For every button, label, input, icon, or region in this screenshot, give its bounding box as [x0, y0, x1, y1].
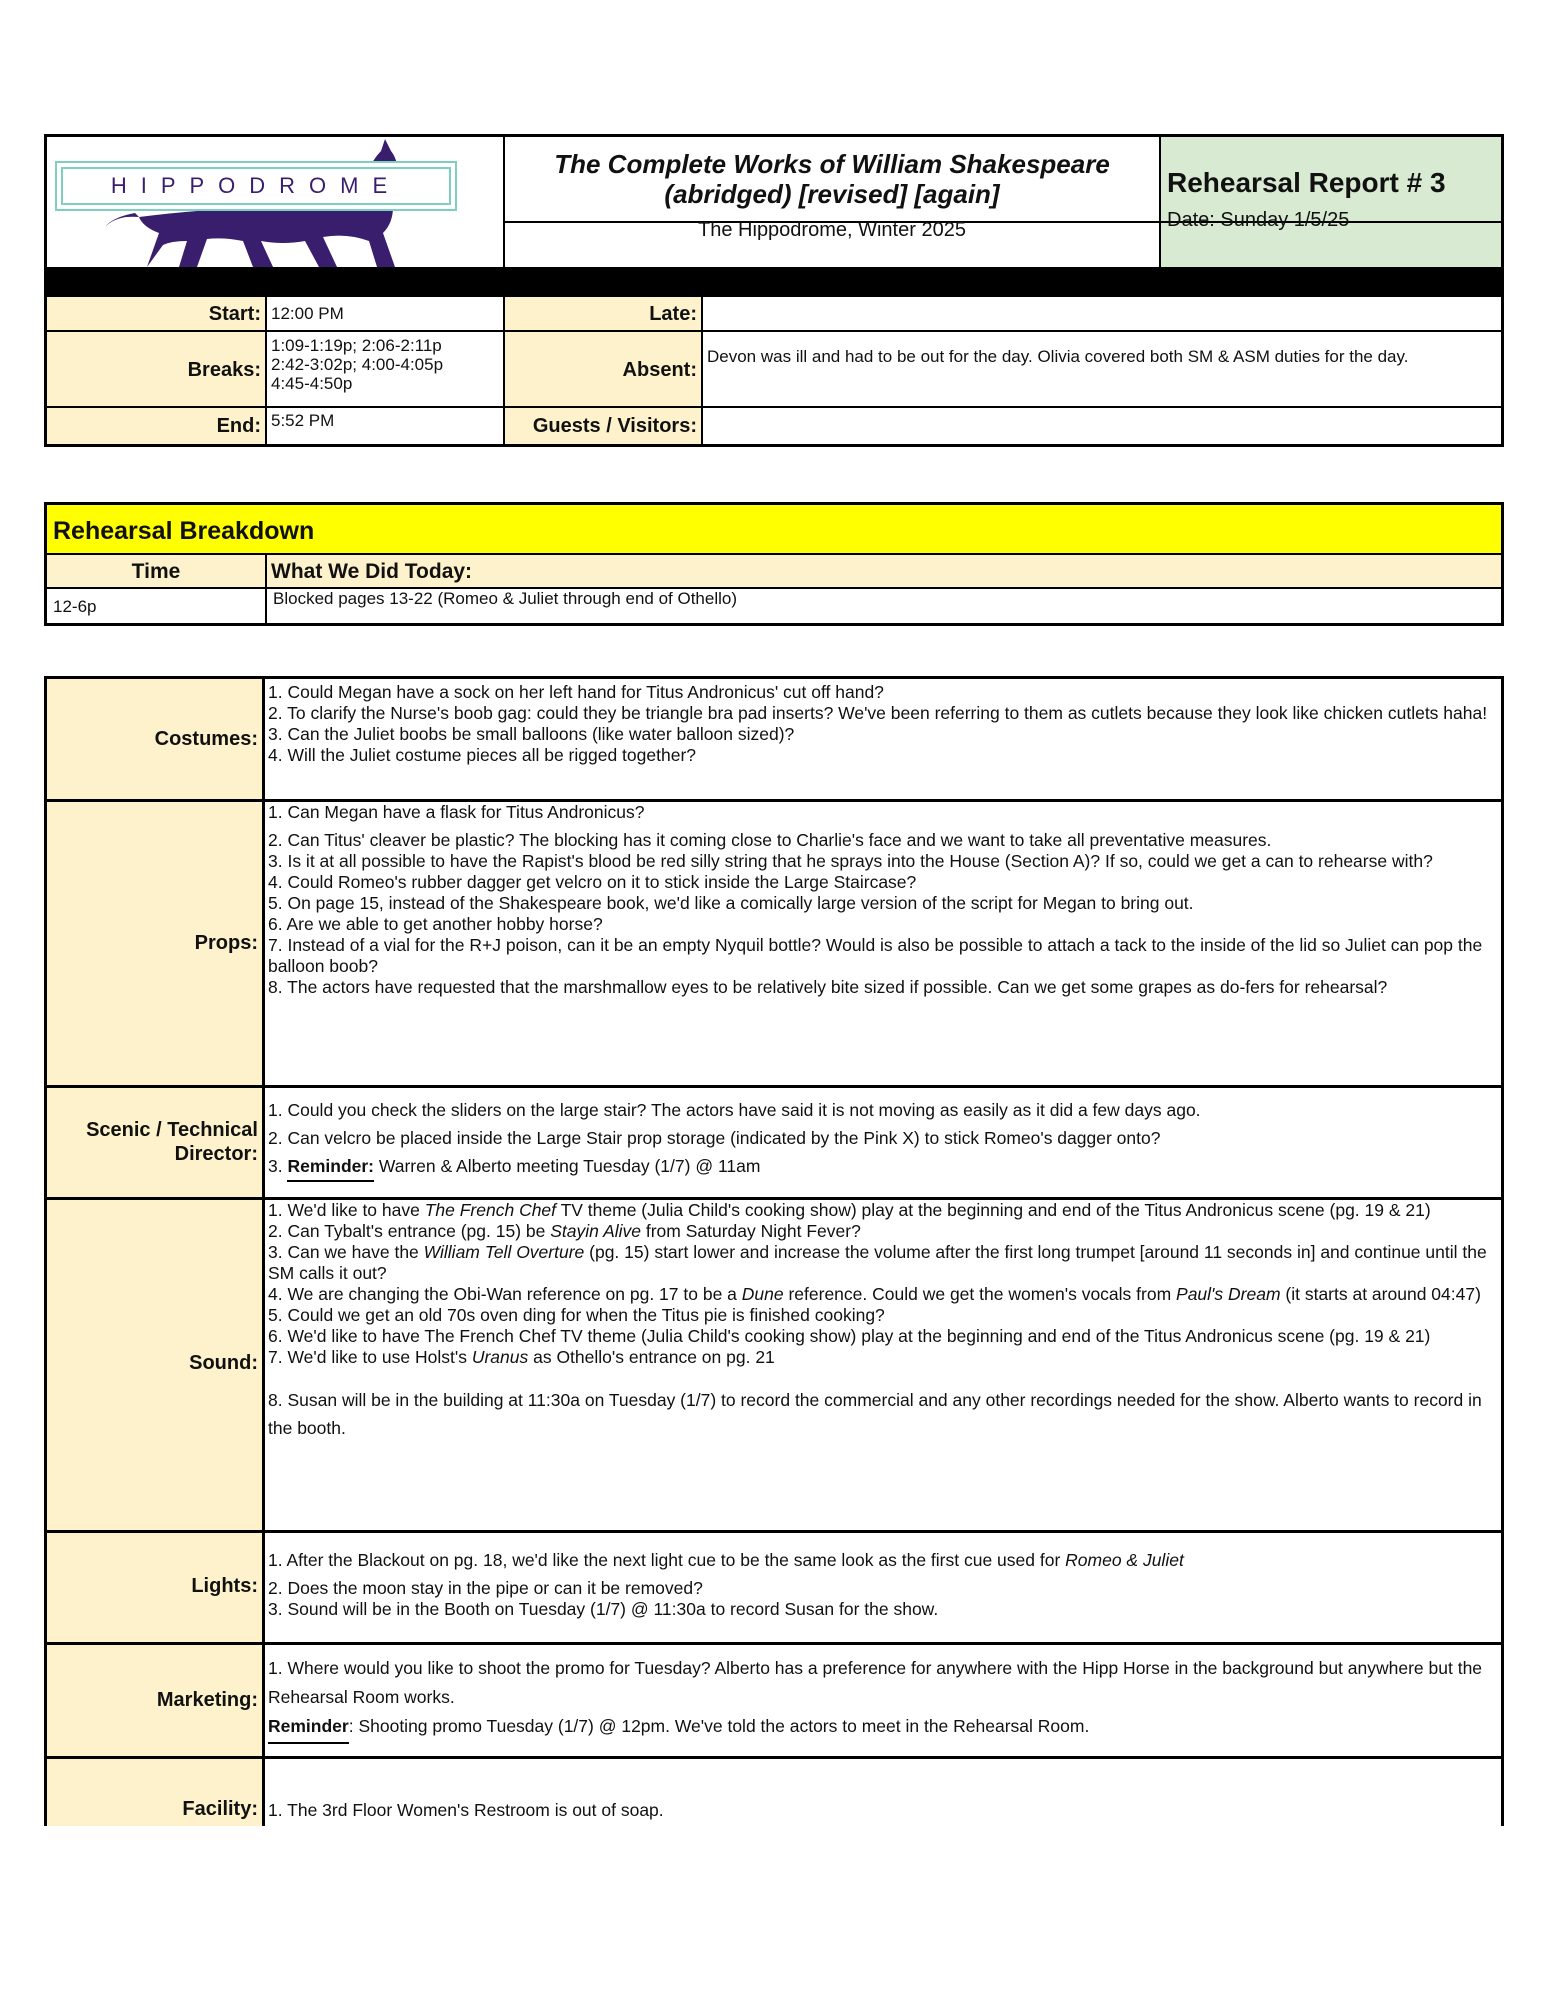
start-label: Start: — [208, 303, 261, 325]
show-title: The Complete Works of William Shakespeare (abridged) [revised] [again] — [554, 149, 1110, 209]
breakdown-row-what: Blocked pages 13-22 (Romeo & Juliet through end of Othello) — [273, 589, 737, 608]
logo-text: HIPPODROME — [110, 173, 402, 198]
list-item: 3. Reminder: Warren & Alberto meeting Tuesday (1/7) @ 11am — [268, 1156, 1496, 1177]
start-value: 12:00 PM — [271, 304, 344, 323]
list-item: 8. Susan will be in the building at 11:30a on Tuesday (1/7) to record the commercial and any other recordings needed for the show. Alberto wants to record in the booth. — [268, 1390, 1482, 1438]
facility-notes — [268, 1800, 1496, 1821]
list-item: 7. We'd like to use Holst's Uranus as Othello's entrance on pg. 21 — [268, 1347, 775, 1367]
list-item: 3. Can the Juliet boobs be small balloons (like water balloon sized)? — [268, 724, 795, 744]
breaks-value: 1:09-1:19p; 2:06-2:11p 2:42-3:02p; 4:00-4:05p 4:45-4:50p — [271, 336, 444, 393]
list-item: 1. Could you check the sliders on the large stair? The actors have said it is not moving as easily as it did a few days ago. — [268, 1100, 1201, 1120]
props-notes — [268, 802, 1496, 998]
header-divider-bar — [47, 267, 1501, 294]
report-title-cell — [1161, 137, 1501, 267]
costumes-label: Costumes: — [154, 728, 258, 750]
list-item: 6. We'd like to have The French Chef TV theme (Julia Child's cooking show) play at the beginning and end of the Titus Andronicus scene (pg. 19 & 21) — [268, 1326, 1431, 1346]
late-label: Late: — [649, 303, 697, 325]
facility-label: Facility: — [182, 1798, 258, 1820]
list-item: 1. After the Blackout on pg. 18, we'd like the next light cue to be the same look as the first cue used for Romeo & Juliet — [268, 1550, 1184, 1570]
list-item: 4. Will the Juliet costume pieces all be rigged together? — [268, 745, 697, 765]
scenic-label: Scenic / Technical Director: — [86, 1119, 258, 1165]
list-item: 1. Where would you like to shoot the promo for Tuesday? Alberto has a preference for anywhere with the Hipp Horse in the background but anywhere but the Rehearsal Room works. — [268, 1658, 1483, 1707]
list-item: 4. Could Romeo's rubber dagger get velcro on it to stick inside the Large Staircase? — [268, 872, 917, 892]
list-item: 2. Does the moon stay in the pipe or can it be removed? — [268, 1578, 703, 1598]
list-item: 2. To clarify the Nurse's boob gag: could they be triangle bra pad inserts? We've been referring to them as cutlets because they look like chicken cutlets haha! — [268, 703, 1488, 723]
lights-notes — [268, 1550, 1496, 1620]
list-item: 3. Sound will be in the Booth on Tuesday (1/7) @ 11:30a to record Susan for the show. — [268, 1599, 939, 1619]
breakdown-title: Rehearsal Breakdown — [53, 517, 315, 545]
list-item: 1. We'd like to have The French Chef TV theme (Julia Child's cooking show) play at the beginning and end of the Titus Andronicus scene (pg. 19 & 21) — [268, 1200, 1431, 1220]
list-item: 2. Can velcro be placed inside the Large Stair prop storage (indicated by the Pink X) to stick Romeo's dagger onto? — [268, 1128, 1161, 1148]
end-label: End: — [216, 415, 261, 437]
lights-label: Lights: — [191, 1575, 258, 1597]
breakdown-time-header: Time — [131, 560, 181, 583]
breaks-label: Breaks: — [187, 359, 261, 381]
absent-label: Absent: — [622, 359, 697, 381]
sound-notes — [268, 1200, 1496, 1442]
list-item: 2. Can Titus' cleaver be plastic? The blocking has it coming close to Charlie's face and we want to take all preventative measures. — [268, 830, 1272, 850]
logo — [47, 137, 503, 267]
marketing-label: Marketing: — [156, 1689, 258, 1711]
list-item: 5. Could we get an old 70s oven ding for when the Titus pie is finished cooking? — [268, 1305, 885, 1325]
list-item: 6. Are we able to get another hobby horse? — [268, 914, 603, 934]
show-subtitle: The Hippodrome, Winter 2025 — [698, 219, 966, 241]
logo-frame — [55, 161, 457, 211]
marketing-notes — [268, 1654, 1496, 1741]
breakdown-row-time: 12-6p — [53, 597, 97, 616]
report-title: Rehearsal Report # 3 — [1167, 167, 1446, 198]
report-date: Date: Sunday 1/5/25 — [1167, 209, 1350, 231]
department-notes — [44, 676, 1504, 1826]
props-label: Props: — [194, 932, 258, 954]
list-item: Reminder: Shooting promo Tuesday (1/7) @ 12pm. We've told the actors to meet in the Rehearsal Room. — [268, 1712, 1496, 1741]
list-item: 2. Can Tybalt's entrance (pg. 15) be Stayin Alive from Saturday Night Fever? — [268, 1221, 861, 1241]
list-item: 1. The 3rd Floor Women's Restroom is out of soap. — [268, 1800, 664, 1820]
costumes-notes — [268, 682, 1496, 766]
rehearsal-breakdown — [44, 502, 1504, 626]
list-item: 1. Can Megan have a flask for Titus Andronicus? — [268, 802, 645, 822]
list-item: 8. The actors have requested that the marshmallow eyes to be relatively bite sized if possible. Can we get some grapes as do-fers for rehearsal? — [268, 977, 1388, 997]
breakdown-what-header: What We Did Today: — [271, 560, 473, 583]
list-item: 5. On page 15, instead of the Shakespeare book, we'd like a comically large version of the script for Megan to bring out. — [268, 893, 1194, 913]
list-item: 3. Is it at all possible to have the Rapist's blood be red silly string that he sprays into the House (Section A)? If so, could we get a can to rehearse with? — [268, 851, 1433, 871]
guests-label: Guests / Visitors: — [532, 415, 697, 437]
list-item: 7. Instead of a vial for the R+J poison, can it be an empty Nyquil bottle? Would is also be possible to attach a tack to the inside of the lid so Juliet can pop the balloon boob? — [268, 935, 1483, 976]
sound-label: Sound: — [189, 1352, 258, 1374]
report-header — [44, 134, 1504, 297]
scenic-notes — [268, 1100, 1496, 1177]
end-value: 5:52 PM — [271, 411, 335, 430]
rehearsal-info — [44, 294, 1504, 447]
list-item: 4. We are changing the Obi-Wan reference on pg. 17 to be a Dune reference. Could we get the women's vocals from Paul's Dream (it starts at around 04:47) — [268, 1284, 1481, 1304]
list-item: 3. Can we have the William Tell Overture (pg. 15) start lower and increase the volume after the first long trumpet [around 11 seconds in] and continue until the SM calls it out? — [268, 1242, 1487, 1283]
list-item: 1. Could Megan have a sock on her left hand for Titus Andronicus' cut off hand? — [268, 682, 884, 702]
absent-value: Devon was ill and had to be out for the day. Olivia covered both SM & ASM duties for the day. — [707, 347, 1409, 366]
